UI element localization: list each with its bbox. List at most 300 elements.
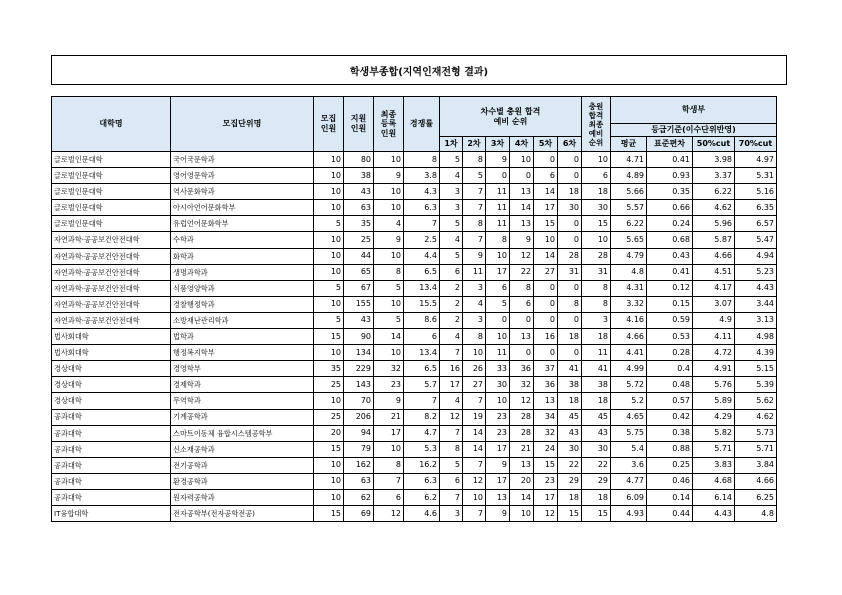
- college-cell: IT융합대학: [52, 506, 171, 522]
- average-cell: 5.2: [611, 393, 647, 409]
- stddev-cell: 0.15: [647, 296, 693, 312]
- table-row: [52, 457, 777, 473]
- stddev-cell: 0.12: [647, 280, 693, 296]
- round-4-cell: 20: [510, 473, 534, 489]
- round-3-cell: 13: [486, 489, 510, 505]
- average-cell: 5.75: [611, 425, 647, 441]
- round-1-cell: 5: [440, 216, 463, 232]
- cut50-cell: 5.87: [693, 232, 735, 248]
- quota-cell: 10: [314, 296, 344, 312]
- round-2-cell: 7: [463, 393, 486, 409]
- unit-cell: 신소재공학과: [171, 441, 314, 457]
- average-cell: 4.66: [611, 329, 647, 345]
- round-4-cell: 6: [510, 296, 534, 312]
- round-1-cell: 2: [440, 280, 463, 296]
- enrolled-cell: 4: [374, 216, 404, 232]
- header-stat-70cut: 70%cut: [735, 137, 777, 152]
- quota-cell: 10: [314, 184, 344, 200]
- round-3-cell: 17: [486, 441, 510, 457]
- college-cell: 글로벌인문대학: [52, 184, 171, 200]
- table-row: [52, 232, 777, 248]
- round-6-cell: 0: [558, 152, 582, 168]
- unit-cell: 국어국문학과: [171, 152, 314, 168]
- applicants-cell: 43: [344, 312, 374, 328]
- applicants-cell: 80: [344, 152, 374, 168]
- enrolled-cell: 10: [374, 200, 404, 216]
- final-waitlist-cell: 11: [582, 345, 611, 361]
- table-body: [52, 152, 777, 522]
- average-cell: 3.6: [611, 457, 647, 473]
- round-2-cell: 19: [463, 409, 486, 425]
- header-round-5: 5차: [534, 137, 558, 152]
- unit-cell: 역사문화학과: [171, 184, 314, 200]
- average-cell: 5.4: [611, 441, 647, 457]
- table-row: [52, 489, 777, 505]
- college-cell: 공과대학: [52, 409, 171, 425]
- header-quota: 모집 인원: [314, 97, 344, 152]
- quota-cell: 10: [314, 489, 344, 505]
- average-cell: 4.8: [611, 264, 647, 280]
- cut50-cell: 3.37: [693, 168, 735, 184]
- college-cell: 글로벌인문대학: [52, 168, 171, 184]
- quota-cell: 15: [314, 329, 344, 345]
- round-2-cell: 7: [463, 232, 486, 248]
- round-6-cell: 31: [558, 264, 582, 280]
- competition-cell: 15.5: [404, 296, 440, 312]
- college-cell: 자연과학·공공보건안전대학: [52, 232, 171, 248]
- enrolled-cell: 10: [374, 248, 404, 264]
- round-5-cell: 16: [534, 329, 558, 345]
- stddev-cell: 0.44: [647, 506, 693, 522]
- competition-cell: 4.6: [404, 506, 440, 522]
- cut50-cell: 5.89: [693, 393, 735, 409]
- round-5-cell: 0: [534, 296, 558, 312]
- average-cell: 4.89: [611, 168, 647, 184]
- round-2-cell: 11: [463, 264, 486, 280]
- round-6-cell: 0: [558, 216, 582, 232]
- round-4-cell: 13: [510, 184, 534, 200]
- quota-cell: 25: [314, 377, 344, 393]
- cut50-cell: 4.66: [693, 248, 735, 264]
- round-4-cell: 13: [510, 329, 534, 345]
- applicants-cell: 44: [344, 248, 374, 264]
- round-4-cell: 28: [510, 409, 534, 425]
- cut50-cell: 4.62: [693, 200, 735, 216]
- cut50-cell: 3.07: [693, 296, 735, 312]
- final-waitlist-cell: 10: [582, 232, 611, 248]
- stddev-cell: 0.41: [647, 264, 693, 280]
- round-3-cell: 33: [486, 361, 510, 377]
- round-1-cell: 7: [440, 345, 463, 361]
- table-row: [52, 329, 777, 345]
- unit-cell: 화학과: [171, 248, 314, 264]
- final-waitlist-cell: 28: [582, 248, 611, 264]
- table-row: [52, 393, 777, 409]
- unit-cell: 생명과학과: [171, 264, 314, 280]
- applicants-cell: 162: [344, 457, 374, 473]
- stddev-cell: 0.66: [647, 200, 693, 216]
- quota-cell: 10: [314, 264, 344, 280]
- enrolled-cell: 8: [374, 457, 404, 473]
- round-3-cell: 11: [486, 184, 510, 200]
- competition-cell: 8.2: [404, 409, 440, 425]
- stddev-cell: 0.28: [647, 345, 693, 361]
- cut50-cell: 6.22: [693, 184, 735, 200]
- round-6-cell: 18: [558, 489, 582, 505]
- round-1-cell: 6: [440, 473, 463, 489]
- round-2-cell: 3: [463, 280, 486, 296]
- round-1-cell: 6: [440, 264, 463, 280]
- unit-cell: 스마트이동체 융합시스템공학부: [171, 425, 314, 441]
- enrolled-cell: 14: [374, 329, 404, 345]
- cut50-cell: 6.14: [693, 489, 735, 505]
- cut70-cell: 4.66: [735, 473, 777, 489]
- college-cell: 공과대학: [52, 425, 171, 441]
- round-2-cell: 5: [463, 168, 486, 184]
- applicants-cell: 90: [344, 329, 374, 345]
- table-row: [52, 184, 777, 200]
- unit-cell: 원자력공학과: [171, 489, 314, 505]
- quota-cell: 10: [314, 457, 344, 473]
- cut50-cell: 3.98: [693, 152, 735, 168]
- final-waitlist-cell: 18: [582, 184, 611, 200]
- college-cell: 법사회대학: [52, 329, 171, 345]
- round-5-cell: 13: [534, 393, 558, 409]
- round-6-cell: 15: [558, 506, 582, 522]
- table-row: [52, 345, 777, 361]
- round-2-cell: 7: [463, 200, 486, 216]
- cut50-cell: 4.9: [693, 312, 735, 328]
- page-title: 학생부종합(지역인재전형 결과): [51, 55, 787, 85]
- cut70-cell: 3.44: [735, 296, 777, 312]
- round-6-cell: 43: [558, 425, 582, 441]
- header-college: 대학명: [52, 97, 171, 152]
- round-4-cell: 12: [510, 248, 534, 264]
- unit-cell: 행정복지학부: [171, 345, 314, 361]
- round-4-cell: 0: [510, 345, 534, 361]
- average-cell: 4.71: [611, 152, 647, 168]
- header-final-waitlist: 충원 합격 최종 예비 순위: [582, 97, 611, 152]
- header-round-1: 1차: [440, 137, 463, 152]
- college-cell: 공과대학: [52, 441, 171, 457]
- final-waitlist-cell: 6: [582, 168, 611, 184]
- final-waitlist-cell: 8: [582, 280, 611, 296]
- quota-cell: 10: [314, 393, 344, 409]
- cut50-cell: 5.76: [693, 377, 735, 393]
- round-3-cell: 10: [486, 393, 510, 409]
- quota-cell: 5: [314, 280, 344, 296]
- applicants-cell: 70: [344, 393, 374, 409]
- competition-cell: 6.2: [404, 489, 440, 505]
- round-5-cell: 0: [534, 312, 558, 328]
- average-cell: 4.41: [611, 345, 647, 361]
- competition-cell: 8: [404, 152, 440, 168]
- quota-cell: 10: [314, 345, 344, 361]
- final-waitlist-cell: 41: [582, 361, 611, 377]
- college-cell: 공과대학: [52, 473, 171, 489]
- round-5-cell: 12: [534, 506, 558, 522]
- round-2-cell: 10: [463, 489, 486, 505]
- round-4-cell: 22: [510, 264, 534, 280]
- header-round-3: 3차: [486, 137, 510, 152]
- round-1-cell: 3: [440, 200, 463, 216]
- college-cell: 경상대학: [52, 377, 171, 393]
- round-6-cell: 0: [558, 312, 582, 328]
- cut50-cell: 4.43: [693, 506, 735, 522]
- applicants-cell: 35: [344, 216, 374, 232]
- applicants-cell: 25: [344, 232, 374, 248]
- competition-cell: 2.5: [404, 232, 440, 248]
- cut70-cell: 5.15: [735, 361, 777, 377]
- round-2-cell: 26: [463, 361, 486, 377]
- round-4-cell: 8: [510, 280, 534, 296]
- competition-cell: 16.2: [404, 457, 440, 473]
- competition-cell: 3.8: [404, 168, 440, 184]
- enrolled-cell: 9: [374, 168, 404, 184]
- cut70-cell: 5.31: [735, 168, 777, 184]
- average-cell: 5.65: [611, 232, 647, 248]
- unit-cell: 유럽언어문화학부: [171, 216, 314, 232]
- round-5-cell: 27: [534, 264, 558, 280]
- round-6-cell: 30: [558, 200, 582, 216]
- cut70-cell: 5.16: [735, 184, 777, 200]
- applicants-cell: 38: [344, 168, 374, 184]
- round-4-cell: 0: [510, 312, 534, 328]
- cut70-cell: 6.57: [735, 216, 777, 232]
- round-4-cell: 9: [510, 232, 534, 248]
- round-3-cell: 23: [486, 425, 510, 441]
- round-2-cell: 3: [463, 312, 486, 328]
- final-waitlist-cell: 8: [582, 296, 611, 312]
- college-cell: 법사회대학: [52, 345, 171, 361]
- quota-cell: 10: [314, 152, 344, 168]
- round-5-cell: 0: [534, 280, 558, 296]
- table-row: [52, 216, 777, 232]
- cut50-cell: 4.11: [693, 329, 735, 345]
- final-waitlist-cell: 45: [582, 409, 611, 425]
- round-5-cell: 15: [534, 457, 558, 473]
- table-row: [52, 248, 777, 264]
- final-waitlist-cell: 29: [582, 473, 611, 489]
- enrolled-cell: 7: [374, 473, 404, 489]
- college-cell: 자연과학·공공보건안전대학: [52, 248, 171, 264]
- average-cell: 4.16: [611, 312, 647, 328]
- enrolled-cell: 21: [374, 409, 404, 425]
- stddev-cell: 0.88: [647, 441, 693, 457]
- stddev-cell: 0.24: [647, 216, 693, 232]
- cut70-cell: 5.39: [735, 377, 777, 393]
- college-cell: 경상대학: [52, 393, 171, 409]
- round-6-cell: 0: [558, 232, 582, 248]
- header-applicants: 지원 인원: [344, 97, 374, 152]
- average-cell: 4.79: [611, 248, 647, 264]
- stddev-cell: 0.14: [647, 489, 693, 505]
- cut70-cell: 6.25: [735, 489, 777, 505]
- round-2-cell: 27: [463, 377, 486, 393]
- table-row: [52, 296, 777, 312]
- enrolled-cell: 5: [374, 280, 404, 296]
- stddev-cell: 0.42: [647, 409, 693, 425]
- average-cell: 6.22: [611, 216, 647, 232]
- round-3-cell: 11: [486, 216, 510, 232]
- round-4-cell: 10: [510, 506, 534, 522]
- cut50-cell: 4.91: [693, 361, 735, 377]
- header-waitlist-group: 차수별 충원 합격 예비 순위: [440, 97, 582, 137]
- quota-cell: 10: [314, 168, 344, 184]
- cut50-cell: 4.72: [693, 345, 735, 361]
- round-6-cell: 41: [558, 361, 582, 377]
- header-unit: 모집단위명: [171, 97, 314, 152]
- round-6-cell: 30: [558, 441, 582, 457]
- cut50-cell: 5.96: [693, 216, 735, 232]
- round-6-cell: 45: [558, 409, 582, 425]
- round-4-cell: 21: [510, 441, 534, 457]
- round-2-cell: 14: [463, 425, 486, 441]
- round-4-cell: 36: [510, 361, 534, 377]
- round-1-cell: 16: [440, 361, 463, 377]
- round-5-cell: 6: [534, 168, 558, 184]
- round-6-cell: 18: [558, 393, 582, 409]
- applicants-cell: 155: [344, 296, 374, 312]
- final-waitlist-cell: 30: [582, 200, 611, 216]
- enrolled-cell: 9: [374, 232, 404, 248]
- round-2-cell: 14: [463, 441, 486, 457]
- round-1-cell: 12: [440, 409, 463, 425]
- round-2-cell: 7: [463, 184, 486, 200]
- table-row: [52, 377, 777, 393]
- competition-cell: 6.3: [404, 200, 440, 216]
- table-row: [52, 200, 777, 216]
- enrolled-cell: 10: [374, 184, 404, 200]
- quota-cell: 10: [314, 473, 344, 489]
- average-cell: 5.57: [611, 200, 647, 216]
- applicants-cell: 69: [344, 506, 374, 522]
- round-5-cell: 36: [534, 377, 558, 393]
- unit-cell: 전자공학부(전자공학전공): [171, 506, 314, 522]
- round-3-cell: 11: [486, 345, 510, 361]
- round-3-cell: 0: [486, 312, 510, 328]
- table-row: [52, 312, 777, 328]
- competition-cell: 8.6: [404, 312, 440, 328]
- table-row: [52, 441, 777, 457]
- round-5-cell: 15: [534, 216, 558, 232]
- stddev-cell: 0.57: [647, 393, 693, 409]
- header-round-4: 4차: [510, 137, 534, 152]
- round-4-cell: 32: [510, 377, 534, 393]
- average-cell: 4.31: [611, 280, 647, 296]
- round-1-cell: 4: [440, 393, 463, 409]
- cut50-cell: 4.51: [693, 264, 735, 280]
- round-5-cell: 23: [534, 473, 558, 489]
- round-1-cell: 2: [440, 312, 463, 328]
- applicants-cell: 94: [344, 425, 374, 441]
- enrolled-cell: 10: [374, 296, 404, 312]
- round-3-cell: 9: [486, 152, 510, 168]
- enrolled-cell: 12: [374, 506, 404, 522]
- cut70-cell: 4.8: [735, 506, 777, 522]
- cut50-cell: 3.83: [693, 457, 735, 473]
- unit-cell: 경영학부: [171, 361, 314, 377]
- college-cell: 자연과학·공공보건안전대학: [52, 264, 171, 280]
- round-3-cell: 10: [486, 329, 510, 345]
- round-3-cell: 0: [486, 168, 510, 184]
- round-6-cell: 38: [558, 377, 582, 393]
- applicants-cell: 206: [344, 409, 374, 425]
- header-stat-50cut: 50%cut: [693, 137, 735, 152]
- round-2-cell: 7: [463, 457, 486, 473]
- round-1-cell: 2: [440, 296, 463, 312]
- average-cell: 3.32: [611, 296, 647, 312]
- college-cell: 자연과학·공공보건안전대학: [52, 280, 171, 296]
- round-4-cell: 12: [510, 393, 534, 409]
- header-round-2: 2차: [463, 137, 486, 152]
- header-round-6: 6차: [558, 137, 582, 152]
- round-6-cell: 18: [558, 329, 582, 345]
- round-3-cell: 8: [486, 232, 510, 248]
- final-waitlist-cell: 15: [582, 506, 611, 522]
- cut50-cell: 4.17: [693, 280, 735, 296]
- average-cell: 4.93: [611, 506, 647, 522]
- unit-cell: 환경공학과: [171, 473, 314, 489]
- applicants-cell: 67: [344, 280, 374, 296]
- round-4-cell: 28: [510, 425, 534, 441]
- stddev-cell: 0.46: [647, 473, 693, 489]
- round-3-cell: 23: [486, 409, 510, 425]
- stddev-cell: 0.43: [647, 248, 693, 264]
- quota-cell: 5: [314, 216, 344, 232]
- round-2-cell: 8: [463, 216, 486, 232]
- cut70-cell: 5.62: [735, 393, 777, 409]
- round-1-cell: 4: [440, 168, 463, 184]
- college-cell: 글로벌인문대학: [52, 216, 171, 232]
- round-5-cell: 24: [534, 441, 558, 457]
- unit-cell: 기계공학과: [171, 409, 314, 425]
- round-6-cell: 0: [558, 345, 582, 361]
- round-1-cell: 4: [440, 329, 463, 345]
- competition-cell: 13.4: [404, 345, 440, 361]
- unit-cell: 영어영문학과: [171, 168, 314, 184]
- cut50-cell: 5.82: [693, 425, 735, 441]
- round-1-cell: 5: [440, 457, 463, 473]
- round-5-cell: 10: [534, 232, 558, 248]
- cut70-cell: 5.71: [735, 441, 777, 457]
- quota-cell: 5: [314, 312, 344, 328]
- round-6-cell: 22: [558, 457, 582, 473]
- stddev-cell: 0.41: [647, 152, 693, 168]
- competition-cell: 7: [404, 216, 440, 232]
- final-waitlist-cell: 30: [582, 441, 611, 457]
- applicants-cell: 62: [344, 489, 374, 505]
- final-waitlist-cell: 18: [582, 393, 611, 409]
- round-2-cell: 4: [463, 296, 486, 312]
- round-3-cell: 9: [486, 457, 510, 473]
- cut70-cell: 4.98: [735, 329, 777, 345]
- enrolled-cell: 6: [374, 489, 404, 505]
- table-header: [52, 97, 777, 152]
- applicants-cell: 43: [344, 184, 374, 200]
- round-4-cell: 0: [510, 168, 534, 184]
- unit-cell: 아시아언어문화학부: [171, 200, 314, 216]
- stddev-cell: 0.59: [647, 312, 693, 328]
- final-waitlist-cell: 22: [582, 457, 611, 473]
- table-row: [52, 280, 777, 296]
- round-6-cell: 28: [558, 248, 582, 264]
- stddev-cell: 0.4: [647, 361, 693, 377]
- round-1-cell: 5: [440, 248, 463, 264]
- round-1-cell: 8: [440, 441, 463, 457]
- college-cell: 글로벌인문대학: [52, 152, 171, 168]
- final-waitlist-cell: 31: [582, 264, 611, 280]
